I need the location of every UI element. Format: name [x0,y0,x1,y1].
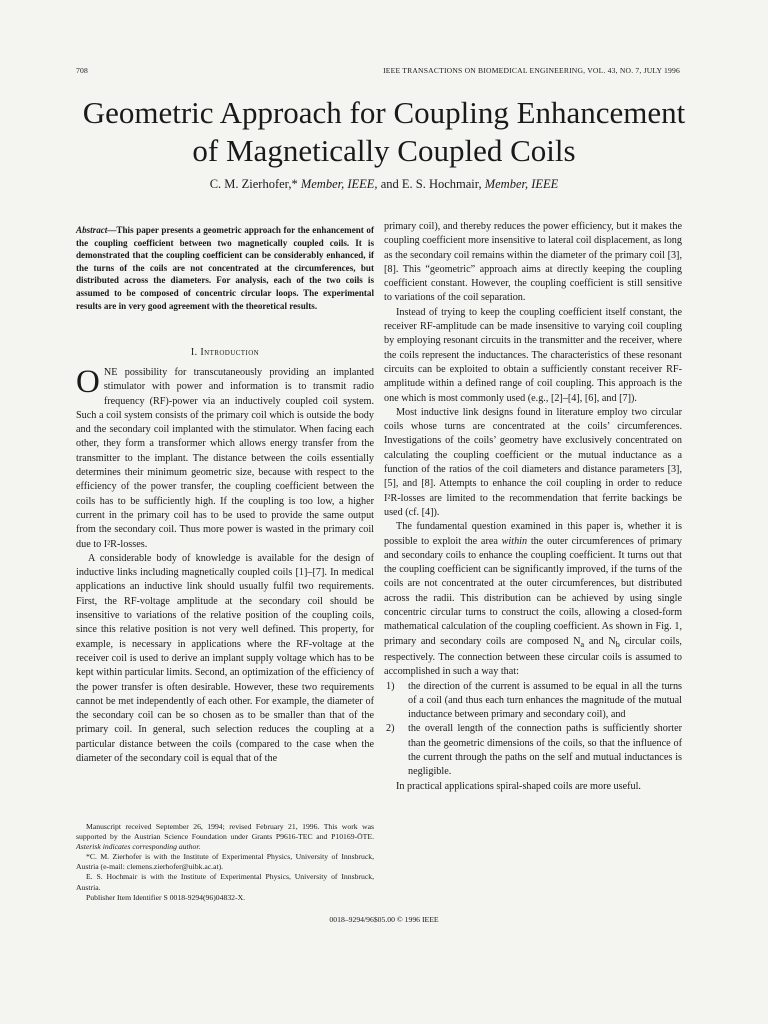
subscript-a: a [580,638,585,649]
title-line-1: Geometric Approach for Coupling Enhancement [82,95,686,130]
footnote-manuscript: Manuscript received September 26, 1994; revised February 21, 1996. This work was supported by the Austrian Science Foundation under Grants P9616-TEC and P10169-ÖTE. Asterisk indicates corresponding author. [76,822,374,852]
footnote-publisher-id: Publisher Item Identifier S 0018-9294(96)04832-X. [86,892,246,902]
page-number: 708 [76,66,88,75]
drop-cap: O [76,364,100,400]
right-paragraph-1: primary coil), and thereby reduces the power efficiency, but it makes the coupling coefficient more insensitive to lateral coil displacement, as long as the secondary coil remains within the diameter of the primary coil [3], [8]. This “geometric” approach aims at directly keeping the coupling coefficient constant. However, the coupling coefficient is still sensitive to variations of the coil separation. [384,221,682,304]
title-line-2: of Magnetically Coupled Coils [192,133,576,168]
author-1: C. M. Zierhofer,* [209,177,298,191]
right-paragraph-2: Instead of trying to keep the coupling coefficient itself constant, the receiver RF-amplitude can be made insensitive to varying coil coupling by employing resonant circuits in the transmitter and the receiver, where the coils represent the inductances. The characteristics of these resonant circuits can be exploited to obtain a sufficiently constant receiver RF-amplitude within a defined range of coil coupling. This approach is the one which is most commonly used (e.g., [2]–[4], [6], and [7]). [384,306,682,404]
left-column-body [76,366,374,766]
section-title: Introduction [200,347,260,358]
abstract [76,224,374,312]
author-2-role: Member, IEEE [484,177,559,191]
footnotes [76,822,374,903]
subscript-b: b [615,638,620,649]
first-word-rest: NE [103,367,118,378]
author-conjunction: and [380,177,399,191]
intro-paragraph-1 [76,366,374,552]
author-line [60,177,708,192]
author-1-role: Member, IEEE, [300,177,378,191]
footnote-author-1: *C. M. Zierhofer is with the Institute of Experimental Physics, University of Innsbruck, Austria (e-mail: clemens.zierhofer@uibk.ac.at). [76,852,374,872]
right-paragraph-4: The fundamental question examined in this paper is, whether it is possible to exploit the area within the outer circumferences of primary and secondary coils to enhance the coupling coefficient. It turns out that the coupling coefficient can be significantly improved, if the turns of the coils are not concentrated at the outer circumferences, but distributed across the radii. This distribution can be achieved by using single concentric circular turns to construct the coils, allowing a closed-form mathematical calculation of the coupling coefficient. As shown in Fig. 1, primary and secondary coils are composed $N_a$ and $N_b$ circular coils, respectively. The connection between these circular coils is assumed to accomplished in such a way that: [384,521,683,678]
condition-list [384,680,682,780]
section-heading-introduction [76,347,374,358]
list-item-number: 2) [386,723,395,735]
abstract-label: Abstract— [76,225,117,235]
right-column-body [384,220,682,794]
right-paragraph-3: Most inductive link designs found in literature employ two circular coils whose turns are concentrated at the coils’ circumferences. Investigations of the coils’ geometry have exclusively concentrated on calculating the coupling coefficient or the mutual inductance as a function of the ratios of the coil diameters and distance parameters [3], [5], and [8]. Attempts to enhance the coil coupling in order to reduce I²R-losses are limited to the recommendation that ferrite backings be used (cf. [4]). [384,406,682,518]
copyright-footer: 0018–9294/96$05.00 © 1996 IEEE [329,915,439,924]
footnote-asterisk-note: Asterisk indicates corresponding author. [76,842,201,852]
intro-paragraph-1-text: possibility for transcutaneously providing an implanted stimulator with power and information is to transmit radio frequency (RF)-power via an inductively coupled coil system. Such a coil system consists of the primary coil which is outside the body and the secondary coil implanted with the stimulator. When facing each other, they form a transformer which allows energy transfer from the transmitter to the implant. The distance between the coils essentially determines their minimum geometric size, because with respect to the efficiency of the power transfer, the coupling coefficient between the coils has to be sufficiently high. If the coupling is too low, a higher current in the primary coil has to be used to provide the same output from the secondary coil. Thus more power is wasted in the primary coil due to I²R-losses. [76,367,374,550]
running-head [76,66,680,75]
list-item [386,680,682,723]
list-item [386,722,682,779]
list-item-text: the overall length of the connection paths is sufficiently shorter than the geometric dimensions of the coils, so that the influence of the current through the paths on the self and mutual inductances is negligible. [408,723,682,778]
journal-citation: IEEE TRANSACTIONS ON BIOMEDICAL ENGINEERING, VOL. 43, NO. 7, JULY 1996 [383,66,680,75]
author-2: E. S. Hochmair, [401,177,482,191]
right-paragraph-5: In practical applications spiral-shaped coils are more useful. [396,780,641,792]
list-item-text: the direction of the current is assumed to be equal in all the turns of a coil (and thus each turn enhances the magnitude of the mutual inductance between primary and secondary coil), and [408,680,682,721]
paper-title [60,94,708,170]
emphasis-within: within [501,535,528,547]
footnote-author-2: E. S. Hochmair is with the Institute of Experimental Physics, University of Innsbruck, Austria. [76,872,374,892]
abstract-text: This paper presents a geometric approach for the enhancement of the coupling coefficient between two magnetically coupled coils. It is demonstrated that the coupling coefficient can be considerably enhanced, if the turns of the coils are not concentrated at the circumferences, but distributed across the diameters. For analysis, each of the two coils is assumed to be composed of concentric circular loops. The experimental results are in very good agreement with the theoretical results. [76,225,374,311]
list-item-number: 1) [386,680,395,692]
intro-paragraph-2: A considerable body of knowledge is available for the design of inductive links including magnetically coupled coils [1]–[7]. In medical applications an inductive link should usually fulfil two requirements. First, the RF-voltage amplitude at the secondary coil should be insensitive to variations of the relative position of the coupling coils, since this relative position is not very well defined. This property, for example, is necessary in applications where the RF-voltage at the receiver coil is used to derive an implant supply voltage which has to be kept within particular limits. Second, an optimization of the efficiency of the power transfer is often desirable. However, these two requirements cannot be met independently of each other. For example, the diameter of the secondary coil can be so chosen as to be smaller than that of the primary coil. In general, such selection reduces the coupling at a particular distance between the coils (compared to the case when the diameter of the secondary coil is equal that of the [76,552,374,765]
section-numeral: I. [190,347,198,358]
